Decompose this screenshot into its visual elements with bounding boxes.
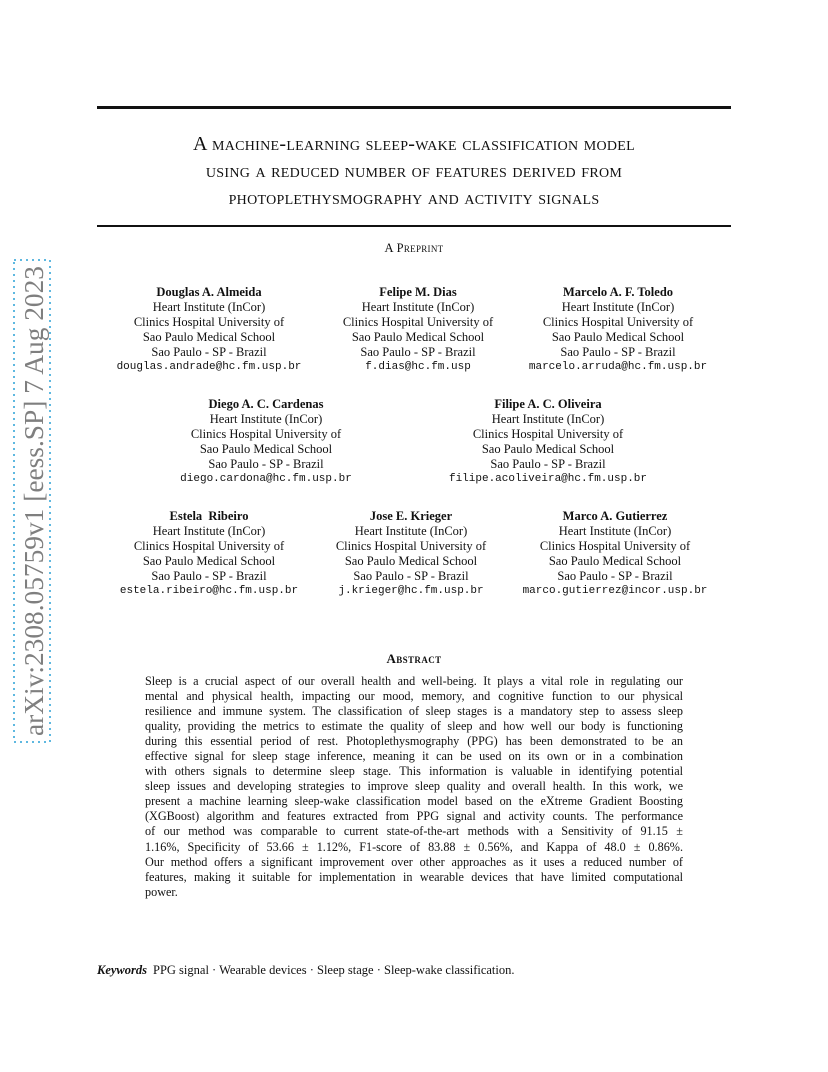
abstract-line: power. [145, 884, 178, 899]
author-affiliation: Sao Paulo Medical School [481, 442, 615, 456]
keywords-label: Keywords [97, 963, 147, 977]
author-affiliation: Heart Institute (InCor) [152, 300, 266, 314]
author-block [318, 285, 518, 375]
author-email: filipe.acoliveira@hc.fm.usp.br [448, 473, 648, 485]
abstract-line: Sleep is a crucial aspect of our overall health and well-being. It plays a vital role in regulating our [145, 674, 683, 688]
author-affiliation: Heart Institute (InCor) [491, 412, 605, 426]
author-affiliation: Clinics Hospital University of [133, 315, 285, 329]
author-email: estela.ribeiro@hc.fm.usp.br [119, 585, 299, 597]
abstract-heading: Abstract [386, 651, 442, 666]
author-affiliation: Sao Paulo Medical School [551, 330, 685, 344]
author-name: Jose E. Krieger [369, 509, 453, 523]
author-block [505, 509, 725, 599]
author-affiliation: Heart Institute (InCor) [561, 300, 675, 314]
author-block [518, 285, 718, 375]
author-affiliation: Sao Paulo - SP - Brazil [560, 345, 676, 359]
author-affiliation: Heart Institute (InCor) [209, 412, 323, 426]
abstract-line: features, making it suitable for implementation in wearable devices that have limited computational [145, 869, 683, 884]
author-affiliation: Sao Paulo - SP - Brazil [557, 569, 673, 583]
title-line-3: photoplethysmography and activity signals [228, 187, 600, 209]
author-affiliation: Sao Paulo Medical School [142, 330, 276, 344]
author-name: Douglas A. Almeida [156, 285, 262, 299]
author-affiliation: Sao Paulo - SP - Brazil [353, 569, 469, 583]
author-name: Marco A. Gutierrez [562, 509, 668, 523]
author-affiliation: Sao Paulo - SP - Brazil [208, 457, 324, 471]
title-line-1: A machine-learning sleep-wake classification model [193, 133, 635, 155]
arxiv-stamp[interactable] [12, 258, 52, 744]
author-affiliation: Clinics Hospital University of [542, 315, 694, 329]
author-affiliation: Clinics Hospital University of [472, 427, 624, 441]
abstract-line: effective signal for sleep stage inference, meaning it can be used on its own or in a combination [145, 749, 683, 764]
author-affiliation: Sao Paulo Medical School [199, 442, 333, 456]
author-affiliation: Clinics Hospital University of [190, 427, 342, 441]
abstract-line: mental and physical health, impacting our mood, memory, and cognitive function to our physical [145, 689, 683, 704]
author-affiliation: Heart Institute (InCor) [152, 524, 266, 538]
author-email: douglas.andrade@hc.fm.usp.br [116, 361, 302, 373]
author-email: marco.gutierrez@incor.usp.br [522, 585, 708, 597]
abstract-line: during this essential period of rest. Photoplethysmography (PPG) has been demonstrated to be an [145, 734, 683, 749]
author-affiliation: Clinics Hospital University of [539, 539, 691, 553]
abstract-line: quality, providing the metrics to estimate the quality of sleep and how well our body is functioning [145, 719, 683, 734]
keywords-text: PPG signal · Wearable devices · Sleep stage · Sleep-wake classification. [153, 963, 515, 977]
author-block [109, 285, 309, 375]
author-email: j.krieger@hc.fm.usp.br [338, 585, 484, 597]
author-name: Marcelo A. F. Toledo [562, 285, 674, 299]
author-affiliation: Sao Paulo Medical School [351, 330, 485, 344]
abstract-line: Our method offers a significant improvement over other approaches as it uses a reduced number of [145, 854, 683, 869]
abstract-line: (XGBoost) algorithm and features extracted from PPG signal and activity counts. The performance [145, 809, 683, 824]
title-top-rule [97, 106, 731, 109]
author-block [438, 397, 658, 487]
author-affiliation: Sao Paulo Medical School [548, 554, 682, 568]
author-block [311, 509, 511, 599]
author-affiliation: Sao Paulo - SP - Brazil [360, 345, 476, 359]
arxiv-stamp-text: arXiv:2308.05759v1 [eess.SP] 7 Aug 2023 [18, 263, 49, 736]
author-name: Estela Ribeiro [169, 509, 249, 523]
abstract-line: sleep issues and developing strategies to improve sleep quality and overall health. In this work, we [145, 779, 683, 794]
author-name: Filipe A. C. Oliveira [494, 397, 602, 411]
author-block [109, 509, 309, 599]
preprint-label: A Preprint [384, 241, 444, 255]
author-affiliation: Clinics Hospital University of [133, 539, 285, 553]
abstract-line: of our method was comparable to current state-of-the-art methods with a Sensitivity of 91.15 ± [145, 824, 683, 839]
author-affiliation: Heart Institute (InCor) [354, 524, 468, 538]
author-name: Felipe M. Dias [379, 285, 457, 299]
author-affiliation: Sao Paulo - SP - Brazil [151, 569, 267, 583]
abstract-line: resilience and immune system. The classification of sleep stages is a mandatory step to assess sleep [145, 704, 683, 719]
author-affiliation: Sao Paulo - SP - Brazil [490, 457, 606, 471]
author-email: marcelo.arruda@hc.fm.usp.br [528, 361, 708, 373]
paper-title [97, 131, 731, 212]
title-bottom-rule [97, 225, 731, 227]
author-affiliation: Heart Institute (InCor) [558, 524, 672, 538]
author-affiliation: Clinics Hospital University of [335, 539, 487, 553]
abstract-body [145, 674, 683, 900]
keywords [97, 963, 515, 978]
abstract-line: with others signals to determine sleep stage. This information is valuable in identifying potential [145, 764, 683, 779]
author-affiliation: Sao Paulo - SP - Brazil [151, 345, 267, 359]
author-affiliation: Heart Institute (InCor) [361, 300, 475, 314]
author-block [166, 397, 366, 487]
title-line-2: using a reduced number of features derived from [205, 160, 623, 182]
abstract-line: present a machine learning sleep-wake classification model based on the eXtreme Gradient Boosting [145, 794, 683, 809]
abstract-line: 1.16%, Specificity of 53.66 ± 1.12%, F1-score of 83.88 ± 0.56%, and Kappa of 48.0 ± 0.86%. [145, 839, 683, 854]
author-affiliation: Clinics Hospital University of [342, 315, 494, 329]
arxiv-stamp-graphic [12, 258, 52, 744]
author-name: Diego A. C. Cardenas [208, 397, 324, 411]
author-email: f.dias@hc.fm.usp [365, 361, 471, 373]
author-affiliation: Sao Paulo Medical School [142, 554, 276, 568]
author-email: diego.cardona@hc.fm.usp.br [180, 473, 352, 485]
author-affiliation: Sao Paulo Medical School [344, 554, 478, 568]
